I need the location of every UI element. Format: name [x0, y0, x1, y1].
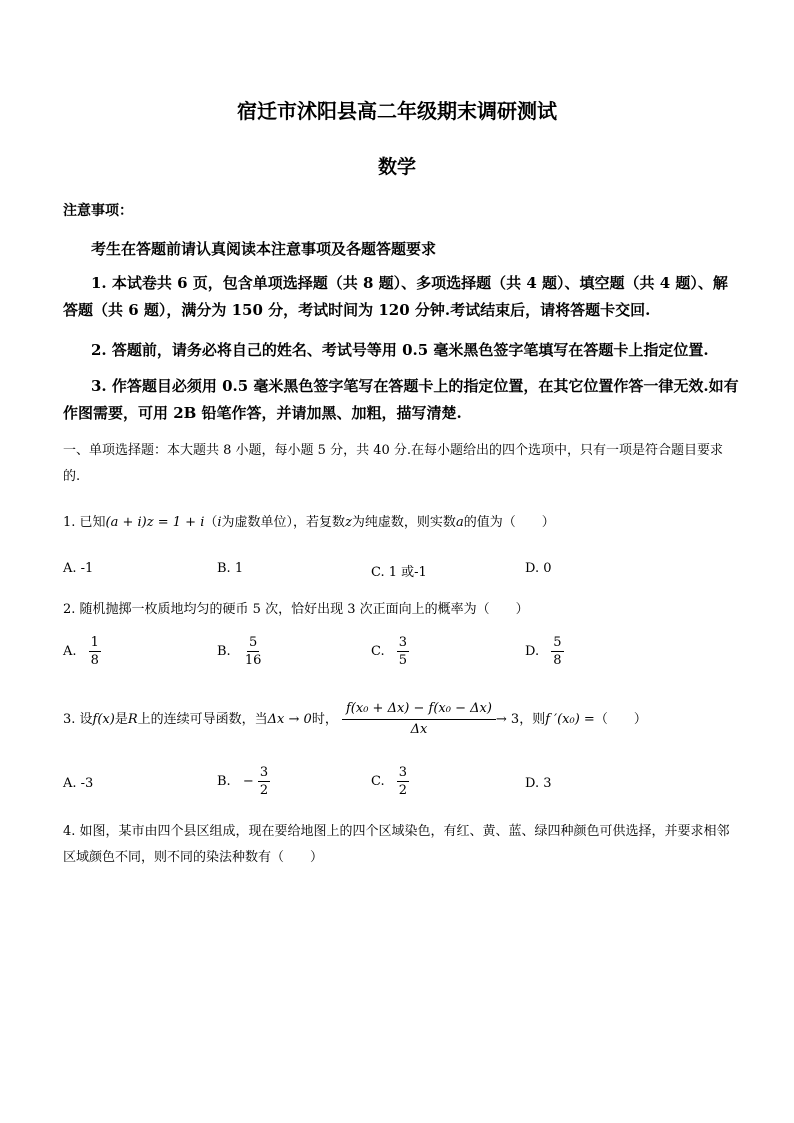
q3-text-5: ，则 — [519, 712, 546, 727]
q2-option-d-fraction — [551, 634, 563, 669]
q3-text-3: 上的连续可导函数，当 — [137, 712, 268, 727]
q1-expression: (a + i)z = 1 + i — [105, 515, 205, 530]
q1-prefix: 1. 已知 — [63, 515, 106, 530]
q3-end: （ ） — [594, 712, 647, 727]
q2-option-a-label: A. — [63, 644, 77, 659]
q2-option-d — [525, 634, 564, 669]
q1-end: 的值为（ ） — [463, 515, 555, 530]
q1-note-open: （ — [204, 515, 218, 530]
question-2: 2. 随机抛掷一枚质地均匀的硬币 5 次，恰好出现 3 次正面向上的概率为（ ） — [63, 602, 529, 617]
q3-arrow: → 3 — [495, 712, 520, 727]
q1-note-text: 为虚数单位），若复数 — [221, 515, 346, 530]
q2-option-c-label: C. — [371, 644, 385, 659]
denominator: Δx — [410, 722, 428, 737]
q2-option-b-label: B. — [217, 644, 231, 659]
q2-option-c — [371, 634, 409, 669]
q3-limit: Δx → 0 — [267, 712, 312, 727]
q2-option-d-label: D. — [525, 644, 540, 659]
section-1-heading: 一、单项选择题：本大题共 8 小题，每小题 5 分，共 40 分.在每小题给出的四个选项中，只有一项是符合题目要求的. — [63, 443, 724, 484]
q3-option-b-fraction — [258, 764, 270, 799]
q1-imag-unit: i — [217, 515, 222, 530]
denominator: 2 — [398, 783, 408, 798]
q2-option-b — [217, 634, 263, 669]
numerator: 5 — [553, 635, 562, 650]
q2-option-a — [63, 634, 101, 669]
q3-R: R — [127, 712, 138, 727]
denominator: 8 — [553, 653, 562, 668]
denominator: 5 — [398, 653, 408, 668]
q3-text-1: 3. 设 — [63, 712, 93, 727]
q3-derivative: f ′(x₀) = — [545, 712, 595, 727]
q3-text-2: 是 — [114, 712, 128, 727]
question-1 — [63, 511, 555, 530]
q2-option-b-fraction — [243, 634, 264, 669]
numerator: f(x₀ + Δx) − f(x₀ − Δx) — [342, 699, 496, 720]
q3-difference-quotient — [342, 699, 496, 740]
q1-a: a — [455, 515, 464, 530]
q1-option-b: B. 1 — [217, 561, 244, 576]
q1-option-a: A. -1 — [63, 561, 94, 576]
q3-option-d: D. 3 — [525, 776, 552, 791]
numerator: 1 — [90, 635, 99, 650]
q2-option-a-fraction — [89, 634, 101, 669]
q3-fx: f(x) — [92, 712, 115, 727]
q2-option-c-fraction — [397, 634, 409, 669]
denominator: 16 — [244, 653, 262, 668]
q1-z: z — [345, 515, 352, 530]
numerator: 3 — [259, 765, 269, 780]
q3-option-b-sign: − — [242, 774, 254, 789]
page-title: 宿迁市沭阳县高二年级期末调研测试 — [237, 99, 557, 123]
numerator: 3 — [398, 765, 408, 780]
q1-mid: 为纯虚数，则实数 — [351, 515, 456, 530]
q1-option-d: D. 0 — [525, 561, 552, 576]
numerator: 5 — [248, 635, 258, 650]
notice-item-2: 2. 答题前，请务必将自己的姓名、考试号等用 0.5 毫米黑色签字笔填写在答题卡上指定位置. — [91, 341, 709, 359]
notice-item-3: 3. 作答题目必须用 0.5 毫米黑色签字笔写在答题卡上的指定位置，在其它位置作答一律无效.如有作图需要，可用 2B 铅笔作答，并请加黑、加粗，描写清楚. — [63, 377, 739, 422]
notice-intro: 考生在答题前请认真阅读本注意事项及各题答题要求 — [91, 240, 437, 258]
q3-option-a: A. -3 — [63, 776, 94, 791]
q3-text-4: 时， — [311, 712, 338, 727]
q3-option-b-label: B. — [217, 774, 231, 789]
denominator: 8 — [90, 653, 99, 668]
denominator: 2 — [259, 783, 269, 798]
numerator: 3 — [398, 635, 408, 650]
q3-option-c-fraction — [397, 764, 409, 799]
q1-option-c: C. 1 或-1 — [371, 565, 427, 580]
notice-heading: 注意事项： — [63, 203, 133, 219]
q3-option-c-label: C. — [371, 774, 385, 789]
question-3 — [63, 699, 647, 740]
subject-title: 数学 — [377, 156, 416, 178]
question-4: 4. 如图，某市由四个县区组成，现在要给地图上的四个区域染色，有红、黄、蓝、绿四种颜色可供选择，并要求相邻区域颜色不同，则不同的染法种数有（ ） — [63, 824, 730, 865]
q3-option-b — [217, 764, 270, 799]
notice-item-1: 1. 本试卷共 6 页，包含单项选择题（共 8 题）、多项选择题（共 4 题）、填空题（共 4 题）、解答题（共 6 题），满分为 150 分，考试时间为 120 分钟.考试结束后，请将答题卡交回. — [63, 274, 728, 319]
q3-option-c — [371, 764, 409, 799]
